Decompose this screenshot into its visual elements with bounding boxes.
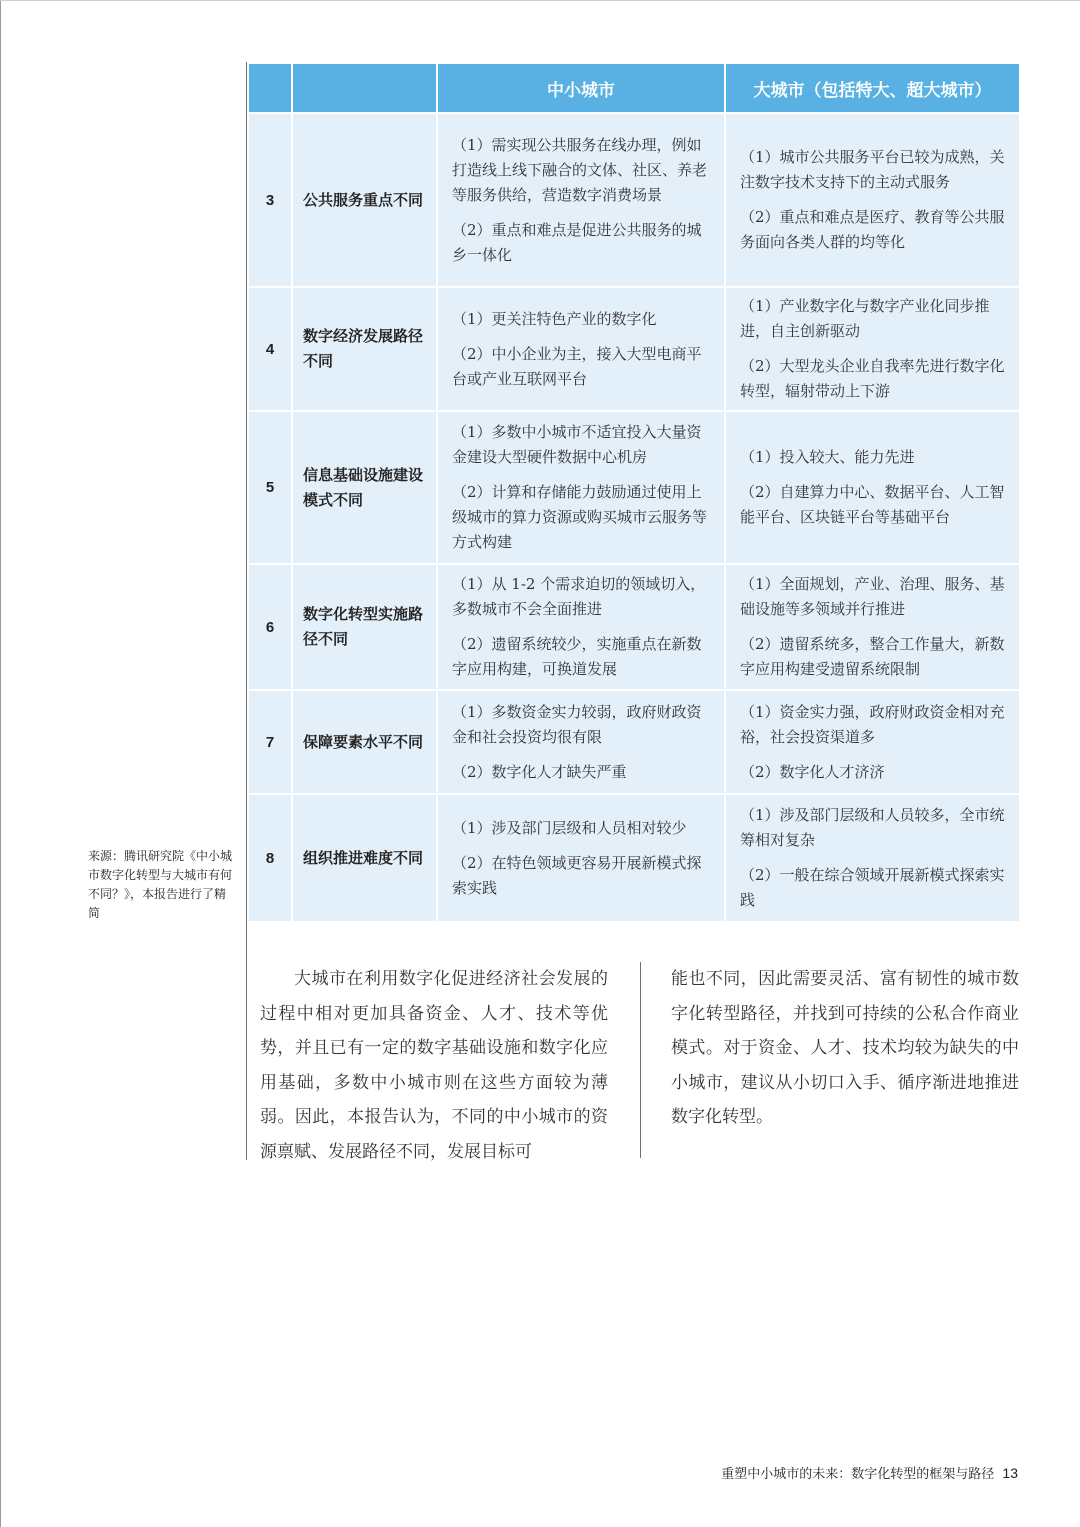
column-divider xyxy=(640,962,641,1158)
page-footer xyxy=(721,1463,1018,1482)
cell-point: （1）涉及部门层级和人员相对较少 xyxy=(452,818,687,837)
row-number: 4 xyxy=(248,287,292,411)
large-city-cell xyxy=(725,113,1020,287)
large-city-cell xyxy=(725,564,1020,690)
cell-point: （2）数字化人才济济 xyxy=(740,762,885,781)
header-num xyxy=(248,63,292,113)
cell-point: （2）遗留系统较少，实施重点在新数字应用构建，可换道发展 xyxy=(452,635,702,678)
cell-point: （2）一般在综合领域开展新模式探索实践 xyxy=(740,866,1005,909)
body-text-right: 能也不同，因此需要灵活、富有韧性的城市数字化转型路径，并找到可持续的公私合作商业模式。对于资金、人才、技术均较为缺失的中小城市，建议从小切口入手、循序渐进地推进数字化转型。 xyxy=(671,969,1019,1128)
cell-point: （1）投入较大、能力先进 xyxy=(740,448,915,466)
large-city-cell xyxy=(725,690,1020,794)
table-row xyxy=(248,411,1020,564)
row-category: 数字化转型实施路径不同 xyxy=(292,564,437,690)
cell-point: （2）重点和难点是医疗、教育等公共服务面向各类人群的均等化 xyxy=(740,208,1005,251)
cell-point: （2）数字化人才缺失严重 xyxy=(452,762,627,781)
row-number: 5 xyxy=(248,411,292,564)
cell-point: （1）城市公共服务平台已较为成熟，关注数字技术支持下的主动式服务 xyxy=(740,148,1005,191)
table-header-row xyxy=(248,63,1020,113)
cell-point: （1）需实现公共服务在线办理，例如打造线上线下融合的文体、社区、养老等服务供给，营造数字消费场景 xyxy=(452,135,708,204)
cell-point: （2）自建算力中心、数据平台、人工智能平台、区块链平台等基础平台 xyxy=(740,483,1005,526)
comparison-table xyxy=(247,62,1021,923)
cell-point: （2）在特色领域更容易开展新模式探索实践 xyxy=(452,853,702,897)
cell-point: （1）多数资金实力较弱，政府财政资金和社会投资均很有限 xyxy=(452,702,702,746)
row-category: 数字经济发展路径不同 xyxy=(292,287,437,411)
small-city-cell xyxy=(437,113,725,287)
row-number: 6 xyxy=(248,564,292,690)
table-row xyxy=(248,113,1020,287)
header-category xyxy=(292,63,437,113)
cell-point: （2）计算和存储能力鼓励通过使用上级城市的算力资源或购买城市云服务等方式构建 xyxy=(452,483,708,551)
small-city-cell xyxy=(437,287,725,411)
row-category: 公共服务重点不同 xyxy=(292,113,437,287)
header-large-cities: 大城市（包括特大、超大城市） xyxy=(725,63,1020,113)
table-row xyxy=(248,690,1020,794)
cell-point: （1）全面规划，产业、治理、服务、基础设施等多领域并行推进 xyxy=(740,575,1005,618)
table-row xyxy=(248,794,1020,922)
small-city-cell xyxy=(437,564,725,690)
body-text-left: 大城市在利用数字化促进经济社会发展的过程中相对更加具备资金、人才、技术等优势，并且已有一定的数字基础设施和数字化应用基础，多数中小城市则在这些方面较为薄弱。因此，本报告认为，不同的中小城市的资源禀赋、发展路径不同，发展目标可 xyxy=(260,969,608,1162)
cell-point: （1）多数中小城市不适宜投入大量资金建设大型硬件数据中心机房 xyxy=(452,423,702,466)
footer-title: 重塑中小城市的未来：数字化转型的框架与路径 xyxy=(721,1467,995,1482)
table-row xyxy=(248,287,1020,411)
small-city-cell xyxy=(437,690,725,794)
page-edge-left xyxy=(0,0,1,1527)
cell-point: （2）遗留系统多，整合工作量大，新数字应用构建受遗留系统限制 xyxy=(740,635,1005,678)
row-category: 保障要素水平不同 xyxy=(292,690,437,794)
table-row xyxy=(248,564,1020,690)
cell-point: （1）涉及部门层级和人员较多，全市统筹相对复杂 xyxy=(740,806,1005,849)
large-city-cell xyxy=(725,287,1020,411)
cell-point: （1）从 1-2 个需求迫切的领域切入，多数城市不会全面推进 xyxy=(452,575,706,618)
row-number: 8 xyxy=(248,794,292,922)
page-edge-top xyxy=(0,0,1080,1)
header-small-cities: 中小城市 xyxy=(437,63,725,113)
small-city-cell xyxy=(437,411,725,564)
page-number: 13 xyxy=(1002,1465,1018,1481)
row-category: 组织推进难度不同 xyxy=(292,794,437,922)
row-category: 信息基础设施建设模式不同 xyxy=(292,411,437,564)
source-note: 来源：腾讯研究院《中小城市数字化转型与大城市有何不同？》，本报告进行了精简 xyxy=(88,849,233,920)
small-city-cell xyxy=(437,794,725,922)
cell-point: （1）产业数字化与数字产业化同步推进，自主创新驱动 xyxy=(740,297,990,340)
cell-point: （2）重点和难点是促进公共服务的城乡一体化 xyxy=(452,220,702,264)
large-city-cell xyxy=(725,794,1020,922)
cell-point: （1）更关注特色产业的数字化 xyxy=(452,309,657,328)
row-number: 7 xyxy=(248,690,292,794)
cell-point: （2）中小企业为主，接入大型电商平台或产业互联网平台 xyxy=(452,344,702,388)
row-number: 3 xyxy=(248,113,292,287)
cell-point: （1）资金实力强，政府财政资金相对充裕，社会投资渠道多 xyxy=(740,702,1005,746)
large-city-cell xyxy=(725,411,1020,564)
cell-point: （2）大型龙头企业自我率先进行数字化转型，辐射带动上下游 xyxy=(740,357,1005,400)
